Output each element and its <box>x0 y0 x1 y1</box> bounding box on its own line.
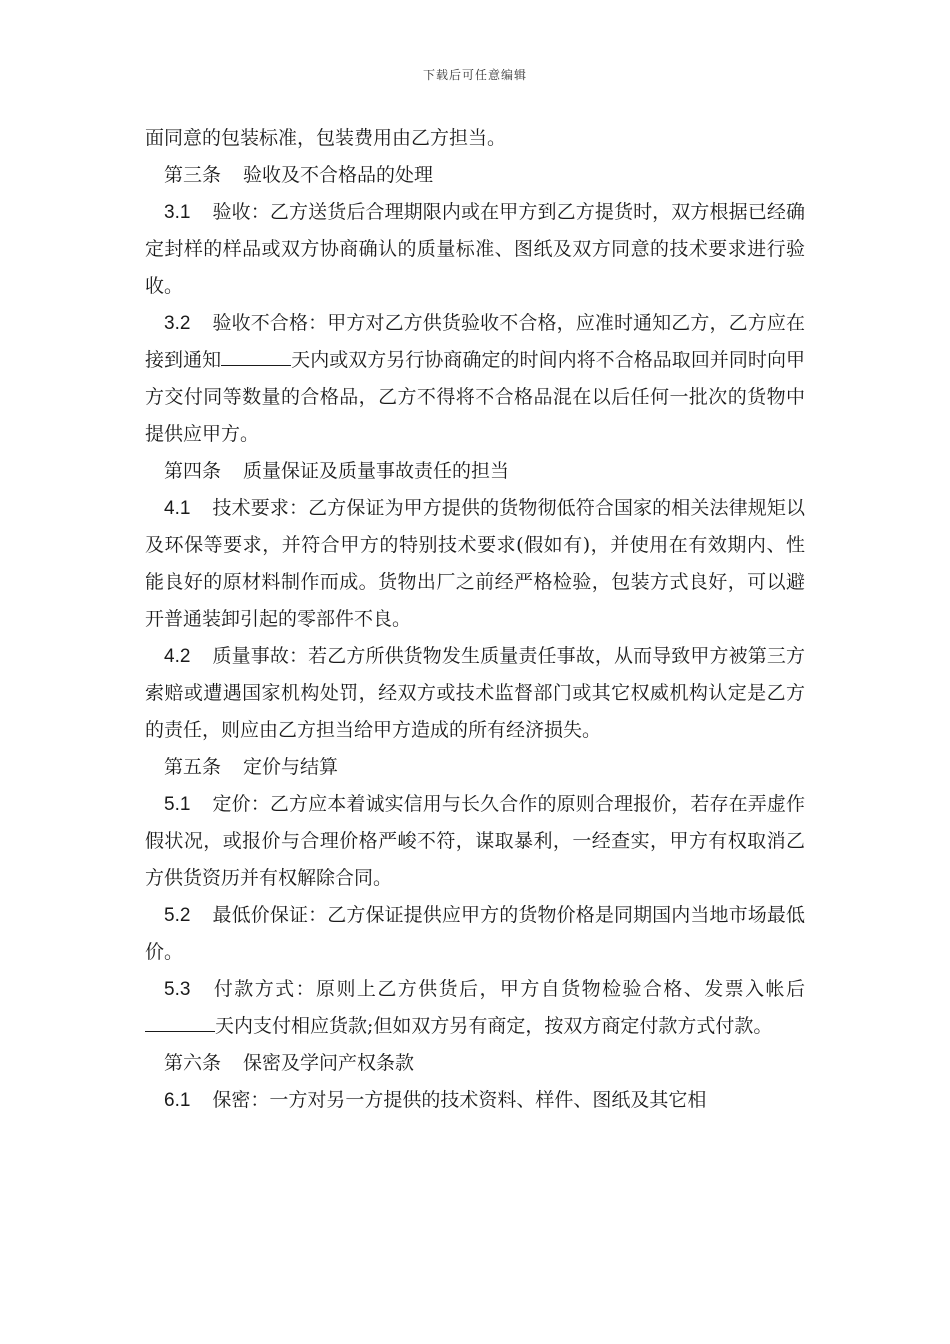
clause-number: 5.1 <box>164 794 191 815</box>
clause-text: 保密：一方对另一方提供的技术资料、样件、图纸及其它相 <box>212 1089 707 1111</box>
article-title: 定价与结算 <box>243 756 339 778</box>
clause-number: 6.1 <box>164 1090 191 1111</box>
clause-5-2 <box>145 897 805 971</box>
article-title: 验收及不合格品的处理 <box>243 164 434 186</box>
article-label: 第四条 <box>164 460 222 482</box>
clause-text: 付款方式：原则上乙方供货后，甲方自货物检验合格、发票入帐后 <box>212 978 805 1000</box>
clause-text: 质量事故：若乙方所供货物发生质量责任事故，从而导致甲方被第三方索赔或遭遇国家机构处罚，经双方或技术监督部门或其它权威机构认定是乙方的责任，则应由乙方担当给甲方造成的所有经济损失。 <box>145 645 805 741</box>
clause-number: 4.2 <box>164 646 191 667</box>
article-heading-5 <box>145 749 805 786</box>
clause-number: 5.2 <box>164 905 191 926</box>
article-label: 第六条 <box>164 1052 222 1074</box>
clause-3-2 <box>145 305 805 453</box>
clause-4-1 <box>145 490 805 638</box>
article-label: 第三条 <box>164 164 222 186</box>
clause-3-1 <box>145 194 805 305</box>
article-label: 第五条 <box>164 756 222 778</box>
clause-5-1 <box>145 786 805 897</box>
paragraph-text: 面同意的包装标准，包装费用由乙方担当。 <box>145 127 507 149</box>
clause-text: 验收不合格：甲方对乙方供货验收不合格，应准时通知乙方，乙方应在接到通知 <box>145 312 805 371</box>
clause-text: 验收：乙方送货后合理期限内或在甲方到乙方提货时，双方根据已经确定封样的样品或双方协商确认的质量标准、图纸及双方同意的技术要求进行验收。 <box>145 201 805 297</box>
clause-text-continued: 天内或双方另行协商确定的时间内将不合格品取回并同时向甲方交付同等数量的合格品，乙方不得将不合格品混在以后任何一批次的货物中提供应甲方。 <box>145 349 805 445</box>
article-heading-4 <box>145 453 805 490</box>
paragraph-continuation <box>145 120 805 157</box>
article-title: 质量保证及质量事故责任的担当 <box>243 460 510 482</box>
clause-number: 3.2 <box>164 313 191 334</box>
clause-text: 技术要求：乙方保证为甲方提供的货物彻低符合国家的相关法律规矩以及环保等要求，并符合甲方的特别技术要求(假如有)，并使用在有效期内、性能良好的原材料制作而成。货物出厂之前经严格检验，包装方式良好，可以避开普通装卸引起的零部件不良。 <box>145 497 805 630</box>
clause-5-3 <box>145 971 805 1045</box>
document-body <box>145 120 805 1119</box>
clause-text-continued: 天内支付相应货款;但如双方另有商定，按双方商定付款方式付款。 <box>215 1015 773 1037</box>
fill-in-blank <box>221 343 291 366</box>
clause-4-2 <box>145 638 805 749</box>
clause-number: 4.1 <box>164 498 191 519</box>
page-header: 下载后可任意编辑 <box>422 68 527 82</box>
clause-text: 最低价保证：乙方保证提供应甲方的货物价格是同期国内当地市场最低价。 <box>145 904 805 963</box>
clause-number: 5.3 <box>164 979 191 1000</box>
article-heading-6 <box>145 1045 805 1082</box>
clause-text: 定价：乙方应本着诚实信用与长久合作的原则合理报价，若存在弄虚作假状况，或报价与合理价格严峻不符，谋取暴利，一经查实，甲方有权取消乙方供货资历并有权解除合同。 <box>145 793 805 889</box>
clause-number: 3.1 <box>164 202 191 223</box>
article-heading-3 <box>145 157 805 194</box>
clause-6-1 <box>145 1082 805 1119</box>
fill-in-blank <box>145 1009 215 1032</box>
article-title: 保密及学问产权条款 <box>243 1052 415 1074</box>
